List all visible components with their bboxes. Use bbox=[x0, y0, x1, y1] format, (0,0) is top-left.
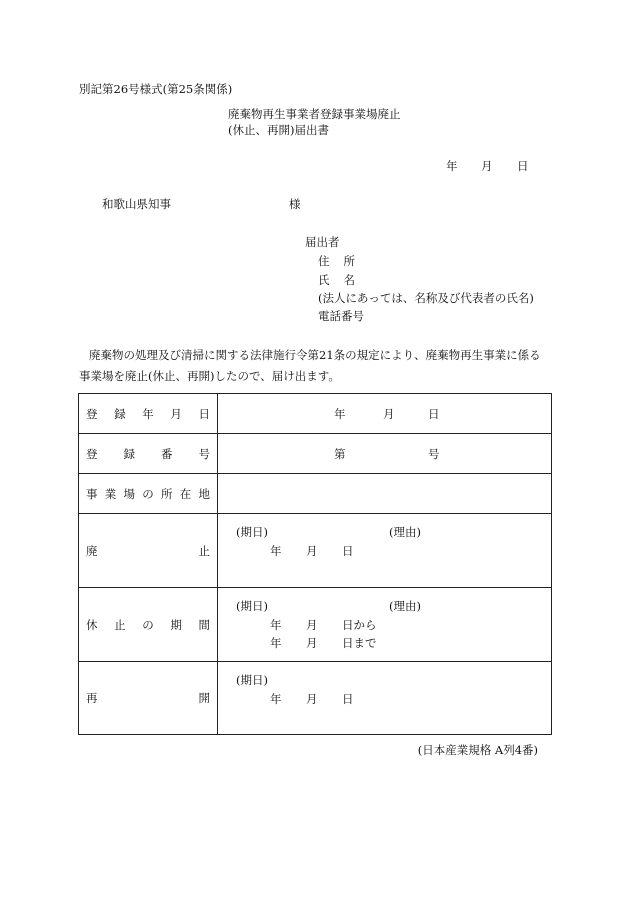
registration-number-value[interactable]: 第 号 bbox=[218, 434, 552, 474]
form-label: 別記第26号様式(第25条関係) bbox=[79, 82, 233, 96]
suspension-period-value[interactable]: (期日) (理由) 年 月 日から 年 月 日まで bbox=[218, 588, 552, 662]
resumption-value[interactable]: (期日) 年 月 日 bbox=[218, 662, 552, 735]
location-label: 事 業 場 の 所 在 地 bbox=[79, 474, 218, 514]
addressee-honorific: 様 bbox=[289, 197, 301, 211]
addressee-name: 和歌山県知事 bbox=[102, 197, 171, 211]
form-title-line1: 廃棄物再生事業者登録事業場廃止 bbox=[228, 107, 401, 121]
applicant-name-label: 氏 名 bbox=[318, 273, 355, 287]
applicant-note: (法人にあっては、名称及び代表者の氏名) bbox=[318, 291, 534, 305]
registration-number-label: 登 録 番 号 bbox=[79, 434, 218, 474]
body-text-line2: 事業場を廃止(休止、再開)したので、届け出ます。 bbox=[79, 369, 340, 383]
date-day: 日 bbox=[517, 159, 529, 173]
form-title-line2: (休止、再開)届出書 bbox=[228, 123, 329, 137]
abolition-value[interactable]: (期日) (理由) 年 月 日 bbox=[218, 514, 552, 588]
location-value[interactable] bbox=[218, 474, 552, 514]
registration-date-value[interactable]: 年 月 日 bbox=[218, 394, 552, 434]
form-table bbox=[78, 393, 552, 735]
applicant-phone-label: 電話番号 bbox=[318, 309, 364, 323]
date-year: 年 bbox=[446, 159, 458, 173]
abolition-label: 廃 止 bbox=[79, 514, 218, 588]
resumption-label: 再 開 bbox=[79, 662, 218, 735]
suspension-period-label: 休 止 の 期 間 bbox=[79, 588, 218, 662]
paper-size-footer: (日本産業規格 A列4番) bbox=[417, 743, 538, 757]
date-month: 月 bbox=[481, 159, 493, 173]
registration-date-label: 登 録 年 月 日 bbox=[79, 394, 218, 434]
applicant-heading: 届出者 bbox=[305, 235, 340, 249]
body-text: 廃棄物の処理及び清掃に関する法律施行令第21条の規定により、廃棄物再生事業に係る bbox=[89, 348, 541, 362]
applicant-address-label: 住 所 bbox=[318, 254, 355, 268]
